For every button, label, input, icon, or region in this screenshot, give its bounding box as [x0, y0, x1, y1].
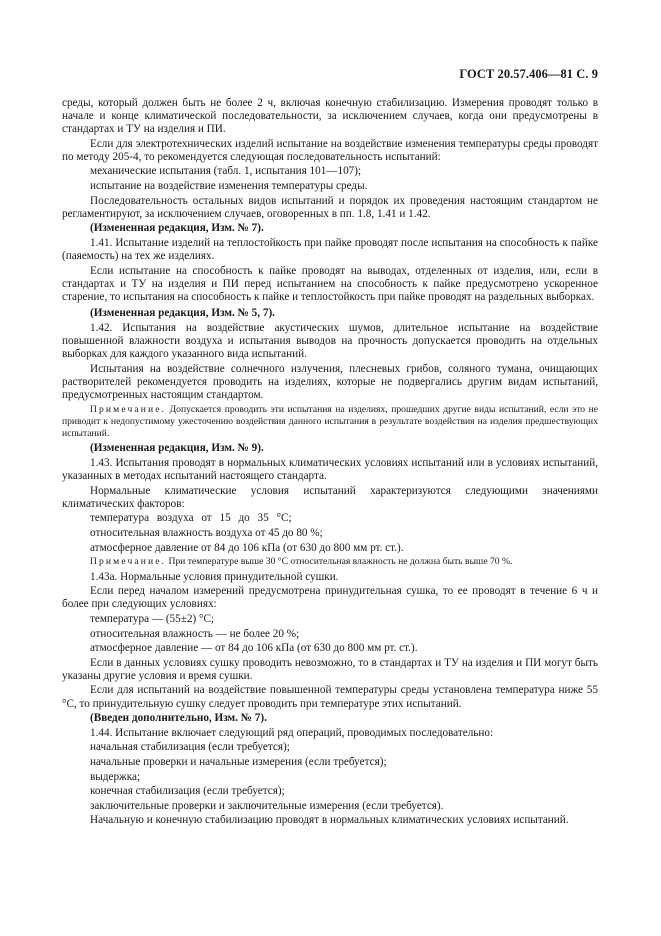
note [62, 404, 598, 440]
note-text: Допускается проводить эти испытания на изделиях, прошедших другие виды испытаний, если это не приводит к недопустимому ужесточению воздействия данного испытания в результате воздействия на изделия предшествующих испытаний. [62, 403, 598, 439]
note-label: Примечание. [90, 403, 167, 415]
amendment-note: (Измененная редакция, Изм. № 9). [90, 442, 264, 455]
list-item: начальные проверки и начальные измерения (если требуется); [90, 755, 387, 768]
paragraph: Если для испытаний на воздействие повышенной температуры среды установлена температура ниже 55 °С, то принудительную сушку следует проводить при температуре этих испытаний. [62, 684, 598, 710]
list-item: начальная стабилизация (если требуется); [90, 741, 290, 754]
amendment-note: (Введен дополнительно, Изм. № 7). [90, 712, 267, 725]
list-item: относительная влажность воздуха от 45 до 80 %; [90, 526, 323, 539]
list-item: относительная влажность — не более 20 %; [90, 627, 300, 640]
note-text: При температуре выше 30 °С относительная влажность не должна быть выше 70 %. [166, 556, 513, 568]
paragraph: Если перед началом измерений предусмотрена принудительная сушка, то ее проводят в течение 6 ч и более при следующих условиях: [62, 585, 598, 611]
document-body [62, 97, 598, 829]
list-item: испытание на воздействие изменения температуры среды. [90, 180, 368, 193]
section-1-43: 1.43. Испытания проводят в нормальных климатических условиях испытаний или в условиях испытаний, указанных в методах испытаний настоящего стандарта. [62, 456, 598, 483]
paragraph: Последовательность остальных видов испытаний и порядок их проведения настоящим стандартом не регламентируют, за исключением случаев, оговоренных в пп. 1.8, 1.41 и 1.42. [62, 194, 598, 220]
note [62, 556, 598, 568]
paragraph: Если в данных условиях сушку проводить невозможно, то в стандартах и ТУ на изделия и ПИ могут быть указаны другие условия и время сушки. [62, 656, 598, 682]
paragraph: Если испытание на способность к пайке проводят на выводах, отделенных от изделия, или, если в стандартах и ТУ на изделия и ПИ перед испытанием на способность к пайке предусмотрено ускоренное старение, то испытания на способность к пайке и теплостойкость при пайке проводят на раздельных выборках. [62, 264, 598, 303]
section-1-41: 1.41. Испытание изделий на теплостойкость при пайке проводят после испытания на способность к пайке (паяемость) на тех же изделиях. [62, 236, 598, 263]
paragraph: Начальную и конечную стабилизацию проводят в нормальных климатических условиях испытаний. [90, 814, 569, 827]
list-item: заключительные проверки и заключительные измерения (если требуется). [90, 799, 444, 812]
paragraph: Нормальные климатические условия испытаний характеризуются следующими значениями климатических факторов: [62, 484, 598, 510]
paragraph: Если для электротехнических изделий испытание на воздействие изменения температуры среды проводят по методу 205-4, то рекомендуется следующая последовательность испытаний: [62, 137, 598, 163]
paragraph: Испытания на воздействие солнечного излучения, плесневых грибов, соляного тумана, очищающих растворителей рекомендуется проводить на изделиях, которые не подвергались другим видам испытаний, предусмотренных настоящим стандартом. [62, 362, 598, 401]
amendment-note: (Измененная редакция, Изм. № 7). [90, 222, 264, 235]
list-item: механические испытания (табл. 1, испытания 101—107); [90, 165, 362, 178]
list-item: температура воздуха от 15 до 35 °С; [90, 512, 292, 525]
note-label: Примечание. [90, 556, 167, 568]
list-item: температура — (55±2) °С; [90, 612, 215, 625]
list-item: атмосферное давление — от 84 до 106 кПа (от 630 до 800 мм рт. ст.). [90, 642, 418, 655]
section-1-44: 1.44. Испытание включает следующий ряд операций, проводимых последовательно: [90, 726, 494, 739]
paragraph: среды, который должен быть не более 2 ч, включая конечную стабилизацию. Измерения проводят только в начале и конце климатической последовательности, за исключением случаев, когда они предусмотрены в стандартах и ТУ на изделия и ПИ. [62, 97, 598, 136]
list-item: конечная стабилизация (если требуется); [90, 785, 285, 798]
section-1-42: 1.42. Испытания на воздействие акустических шумов, длительное испытание на воздействие повышенной влажности воздуха и испытания выводов на прочность допускается проводить на отдельных выборках для каждого указанного вида испытаний. [62, 322, 598, 361]
section-1-43a: 1.43а. Нормальные условия принудительной сушки. [90, 570, 339, 583]
list-item: атмосферное давление от 84 до 106 кПа (от 630 до 800 мм рт. ст.). [90, 541, 404, 554]
page-header: ГОСТ 20.57.406—81 С. 9 [459, 67, 598, 81]
list-item: выдержка; [90, 770, 141, 783]
amendment-note: (Измененная редакция, Изм. № 5, 7). [90, 307, 275, 320]
